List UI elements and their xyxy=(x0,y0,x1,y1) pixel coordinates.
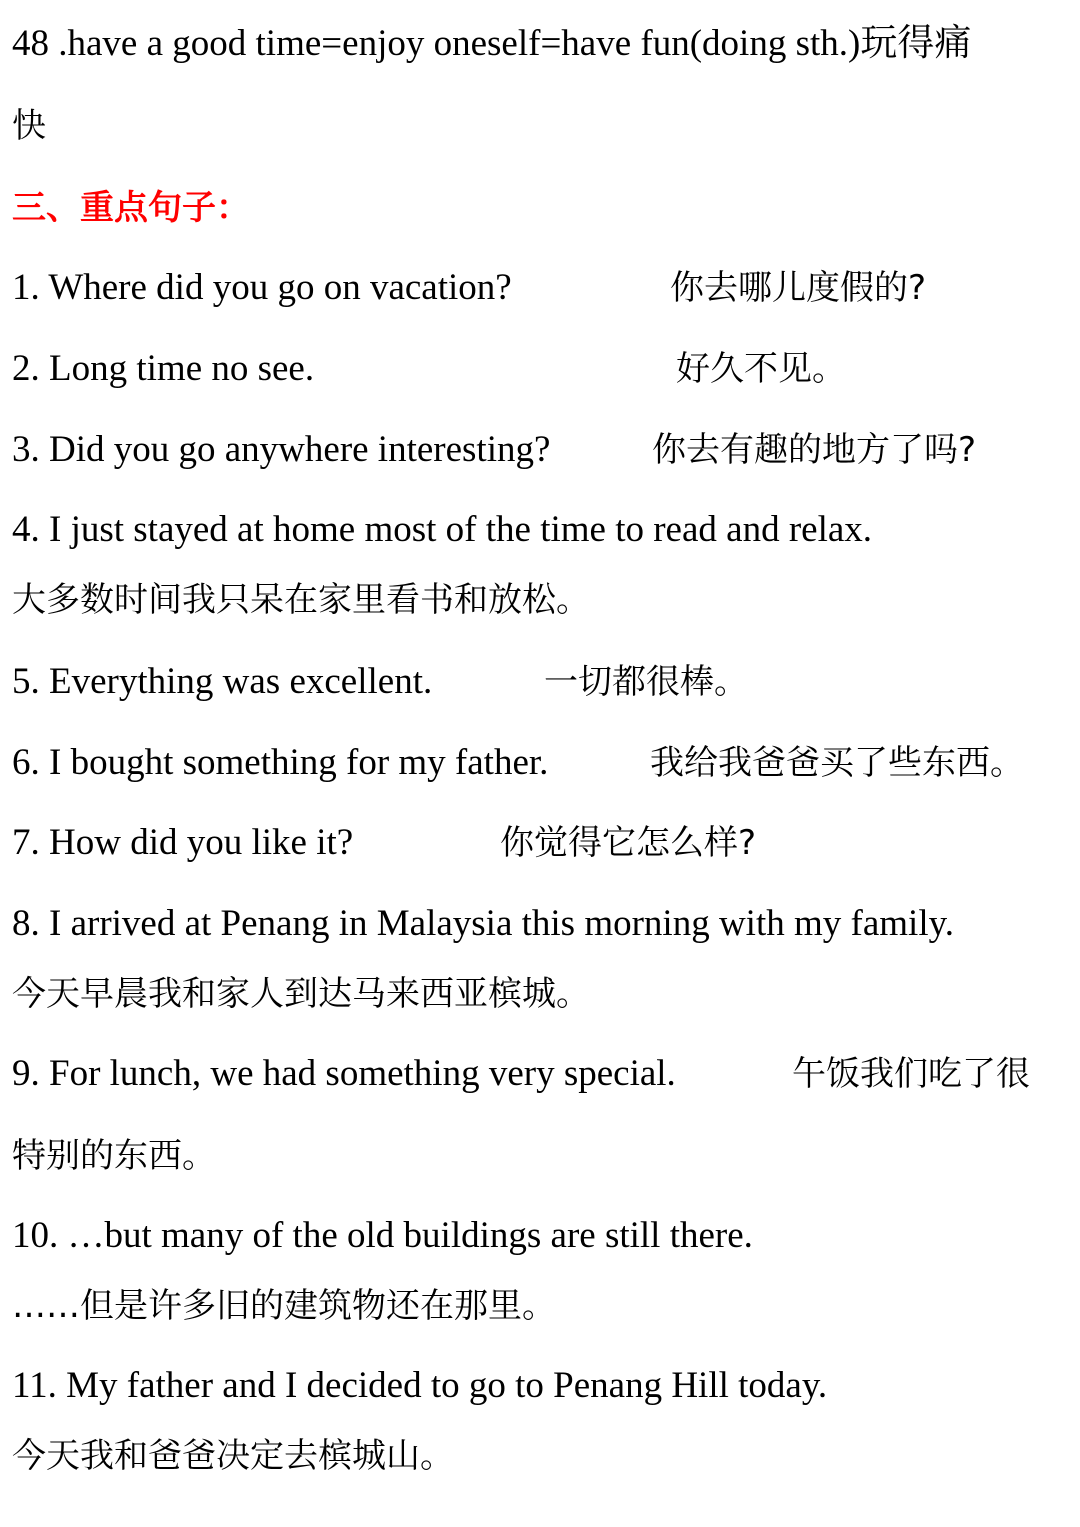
phrase-48-continuation: 快 xyxy=(12,106,46,146)
sentence-6-en: 6. I bought something for my father. xyxy=(12,742,549,783)
sentence-6-cn: 我给我爸爸买了些东西。 xyxy=(650,743,1024,783)
sentence-10-en: 10. …but many of the old buildings are still there. xyxy=(12,1215,753,1256)
sentence-5-en: 5. Everything was excellent. xyxy=(12,661,433,702)
sentence-2-en: 2. Long time no see. xyxy=(12,348,315,389)
sentence-3-cn: 你去有趣的地方了吗? xyxy=(652,430,977,470)
sentence-3-en: 3. Did you go anywhere interesting? xyxy=(12,429,551,470)
sentence-5-cn: 一切都很棒。 xyxy=(544,662,748,702)
sentence-1-en: 1. Where did you go on vacation? xyxy=(12,267,512,308)
sentence-4-en: 4. I just stayed at home most of the time to read and relax. xyxy=(12,509,873,550)
sentence-1-cn: 你去哪儿度假的? xyxy=(670,268,927,308)
sentence-7-cn: 你觉得它怎么样? xyxy=(500,823,757,863)
sentence-11-cn: 今天我和爸爸决定去槟城山。 xyxy=(12,1436,454,1476)
sentence-9-cn-continuation: 特别的东西。 xyxy=(12,1136,216,1176)
sentence-9-en: 9. For lunch, we had something very special. xyxy=(12,1053,676,1094)
sentence-11-en: 11. My father and I decided to go to Penang Hill today. xyxy=(12,1365,828,1406)
sentence-10-cn: ……但是许多旧的建筑物还在那里。 xyxy=(12,1286,556,1326)
sentence-7-en: 7. How did you like it? xyxy=(12,822,354,863)
sentence-9-cn: 午饭我们吃了很 xyxy=(792,1054,1030,1094)
sentence-8-en: 8. I arrived at Penang in Malaysia this morning with my family. xyxy=(12,903,954,944)
section-heading: 三、重点句子： xyxy=(12,188,250,228)
phrase-48: 48 .have a good time=enjoy oneself=have fun(doing sth.)玩得痛 xyxy=(12,23,972,64)
sentence-4-cn: 大多数时间我只呆在家里看书和放松。 xyxy=(12,580,590,620)
sentence-8-cn: 今天早晨我和家人到达马来西亚槟城。 xyxy=(12,974,590,1014)
sentence-2-cn: 好久不见。 xyxy=(676,349,846,389)
